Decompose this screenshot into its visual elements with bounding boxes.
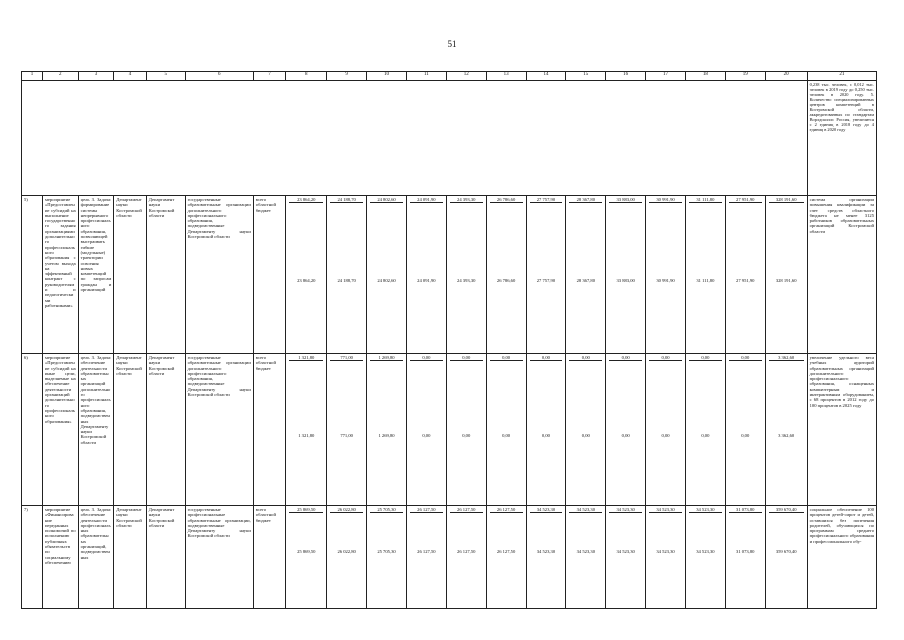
value-budget: 0,00 bbox=[462, 433, 471, 438]
empty-cells bbox=[22, 81, 808, 196]
header-cell: 14 bbox=[526, 72, 566, 81]
header-cell: 7 bbox=[253, 72, 286, 81]
continuation-row bbox=[22, 81, 877, 196]
value-budget: 34 523,30 bbox=[536, 549, 556, 554]
value-cell bbox=[725, 196, 765, 354]
value-cell bbox=[446, 196, 486, 354]
header-cell: 13 bbox=[486, 72, 526, 81]
header-cell: 20 bbox=[765, 72, 807, 81]
value-cell bbox=[725, 354, 765, 506]
value-cell bbox=[367, 506, 407, 609]
value-cell bbox=[486, 506, 526, 609]
header-cell: 16 bbox=[606, 72, 646, 81]
event-name: мероприятие «Финансирование переданных полномочий по исполнению публичных обязательств по социальному обеспечению bbox=[42, 506, 78, 609]
event-name: мероприятие «Предоставление субсидий на иные цели, выделяемые на обеспечение деятельности организаций дополнительного профессионального образования» bbox=[42, 354, 78, 506]
value-cell bbox=[406, 506, 446, 609]
value-budget: 24 393,30 bbox=[457, 278, 476, 283]
value-total: 33 883,00 bbox=[609, 197, 642, 203]
coexecutor: Департамент науки Костромской области bbox=[146, 354, 185, 506]
recipient: государственные образовательные организации дополнительного профессионального образования, подведомственные Департаменту науки Костромской области bbox=[185, 354, 253, 506]
funding-source: всего областной бюджет bbox=[253, 506, 286, 609]
value-total: 1 321,80 bbox=[289, 355, 323, 361]
coexecutor: Департамент науки Костромской области bbox=[146, 196, 185, 354]
value-total: 31 111,80 bbox=[689, 197, 722, 203]
value-total: 34 523,30 bbox=[569, 507, 602, 513]
value-total: 0,00 bbox=[609, 355, 642, 361]
value-budget: 0,00 bbox=[661, 433, 670, 438]
value-budget: 24 802,60 bbox=[377, 278, 396, 283]
value-budget: 0,00 bbox=[581, 433, 590, 438]
header-cell: 2 bbox=[42, 72, 78, 81]
value-total: 26 022,80 bbox=[330, 507, 363, 513]
goal-task: цель 3. Задача: обеспечение деятельности образовательных организаций дополнительного профессионального образования, подведомственных Департаменту науки Костромской области bbox=[78, 354, 114, 506]
value-budget: 26 786,60 bbox=[496, 278, 516, 283]
header-cell: 9 bbox=[327, 72, 367, 81]
value-cell bbox=[446, 354, 486, 506]
value-cell bbox=[725, 506, 765, 609]
value-cell bbox=[526, 506, 566, 609]
recipient: государственные образовательные организации дополнительного профессионального образования, подведомственные Департаменту науки Костромской области bbox=[185, 196, 253, 354]
value-budget: 0,00 bbox=[422, 433, 431, 438]
header-cell: 10 bbox=[367, 72, 407, 81]
value-total: 34 523,30 bbox=[649, 507, 682, 513]
funding-source: всего областной бюджет bbox=[253, 354, 286, 506]
value-budget: 27 757,90 bbox=[536, 278, 556, 283]
value-total: 25 869,50 bbox=[289, 507, 323, 513]
table-row bbox=[22, 506, 877, 609]
result-indicator: социальное обеспечение 100 процентов детей-сирот и детей, оставшихся без попечения родителей, обучающихся по программам среднего профессионального образования и профессионального обу- bbox=[807, 506, 876, 609]
value-total: 27 951,90 bbox=[729, 197, 762, 203]
value-cell bbox=[327, 506, 367, 609]
row-number: 7) bbox=[22, 506, 43, 609]
value-budget: 23 864,20 bbox=[297, 278, 316, 283]
value-cell bbox=[286, 196, 327, 354]
value-budget: 34 523,30 bbox=[616, 549, 635, 554]
value-cell bbox=[646, 354, 686, 506]
value-budget: 0,00 bbox=[741, 433, 750, 438]
value-budget: 34 523,30 bbox=[656, 549, 675, 554]
table-row bbox=[22, 196, 877, 354]
value-total: 771,00 bbox=[330, 355, 363, 361]
value-budget: 26 127,50 bbox=[457, 549, 476, 554]
header-cell: 21 bbox=[807, 72, 876, 81]
header-cell: 15 bbox=[566, 72, 606, 81]
value-cell bbox=[327, 196, 367, 354]
value-total: 26 127,50 bbox=[450, 507, 483, 513]
table-row bbox=[22, 354, 877, 506]
header-cell: 8 bbox=[286, 72, 327, 81]
value-budget: 25 869,50 bbox=[297, 549, 316, 554]
value-budget: 0,00 bbox=[502, 433, 511, 438]
value-total: 34 523,30 bbox=[530, 507, 563, 513]
value-budget: 328 191,60 bbox=[775, 278, 797, 283]
value-cell bbox=[685, 506, 725, 609]
value-budget: 28 367,80 bbox=[576, 278, 595, 283]
coexecutor: Департамент науки Костромской области bbox=[146, 506, 185, 609]
value-budget: 27 951,90 bbox=[736, 278, 755, 283]
header-cell: 4 bbox=[114, 72, 147, 81]
value-cell bbox=[286, 354, 327, 506]
value-budget: 34 523,30 bbox=[576, 549, 595, 554]
value-cell bbox=[646, 506, 686, 609]
value-cell bbox=[646, 196, 686, 354]
value-budget: 1 269,80 bbox=[378, 433, 395, 438]
value-total: 26 127,50 bbox=[410, 507, 443, 513]
row-number: 5) bbox=[22, 196, 43, 354]
value-cell bbox=[486, 196, 526, 354]
goal-task: цель 3. Задача: обеспечение деятельности профессиональных образовательных организаций, подведомственных bbox=[78, 506, 114, 609]
value-total: 359 670,40 bbox=[769, 507, 804, 513]
header-cell: 5 bbox=[146, 72, 185, 81]
value-budget: 0,00 bbox=[621, 433, 630, 438]
value-cell bbox=[566, 354, 606, 506]
executor: Департамент науки Костромской области bbox=[114, 506, 147, 609]
value-total: 26 786,60 bbox=[490, 197, 523, 203]
value-budget: 25 705,30 bbox=[377, 549, 396, 554]
value-total: 0,00 bbox=[530, 355, 563, 361]
value-cell bbox=[765, 506, 807, 609]
result-indicator: увеличение удельного веса учебных аудиторий образовательных организаций дополнительного профессионального образования, оснащенных компьютерным и интерактивным оборудованием, с 68 процентов в 2012 году до 100 процентов в 2025 году bbox=[807, 354, 876, 506]
header-cell: 17 bbox=[646, 72, 686, 81]
value-total: 24 188,70 bbox=[330, 197, 363, 203]
value-cell bbox=[765, 196, 807, 354]
value-cell bbox=[566, 196, 606, 354]
value-total: 24 802,60 bbox=[370, 197, 403, 203]
value-budget: 31 073,80 bbox=[736, 549, 755, 554]
value-total: 25 705,30 bbox=[370, 507, 403, 513]
value-cell bbox=[406, 196, 446, 354]
value-budget: 31 111,80 bbox=[696, 278, 715, 283]
value-budget: 359 670,40 bbox=[775, 549, 797, 554]
value-total: 26 127,50 bbox=[490, 507, 523, 513]
value-budget: 1 321,80 bbox=[298, 433, 315, 438]
goal-task: цель 3. Задача: формирование системы непрерывного профессионального образования, позволяющей выстраивать гибкие (модульные) траектории освоения новых компетенций по запросам граждан и организаций bbox=[78, 196, 114, 354]
row-number: 6) bbox=[22, 354, 43, 506]
value-budget: 30 991,90 bbox=[656, 278, 675, 283]
header-cell: 18 bbox=[685, 72, 725, 81]
value-total: 0,00 bbox=[689, 355, 722, 361]
value-total: 34 523,30 bbox=[609, 507, 642, 513]
header-row bbox=[22, 72, 877, 81]
header-cell: 6 bbox=[185, 72, 253, 81]
header-cell: 12 bbox=[446, 72, 486, 81]
continuation-result: 0,238 тыс. человек, с 0,012 тыс. человек в 2019 году до 0,250 тыс. человек в 2020 году. 5. Количество специализированных центров компетенций в Костромской области, аккредитованных по стандартам Ворлдскиллс Россия, увеличится с 2 единиц в 2018 году до 4 единиц в 2020 году bbox=[807, 81, 876, 196]
value-budget: 26 127,50 bbox=[417, 549, 436, 554]
value-budget: 0,00 bbox=[701, 433, 710, 438]
value-budget: 771,00 bbox=[340, 433, 353, 438]
value-cell bbox=[685, 196, 725, 354]
value-cell bbox=[566, 506, 606, 609]
value-total: 28 367,80 bbox=[569, 197, 602, 203]
value-total: 24 393,30 bbox=[450, 197, 483, 203]
value-budget: 26 127,50 bbox=[496, 549, 516, 554]
value-cell bbox=[526, 354, 566, 506]
value-total: 0,00 bbox=[649, 355, 682, 361]
value-cell bbox=[685, 354, 725, 506]
value-cell bbox=[327, 354, 367, 506]
value-cell bbox=[486, 354, 526, 506]
value-cell bbox=[606, 506, 646, 609]
event-name: мероприятие «Предоставление субсидий на выполнение государственного задания организациями дополнительного профессионального образования с учетом выхода на эффективный контракт с руководителями и педагогическими работниками» bbox=[42, 196, 78, 354]
value-budget: 26 022,80 bbox=[337, 549, 356, 554]
header-cell: 3 bbox=[78, 72, 114, 81]
value-total: 23 864,20 bbox=[289, 197, 323, 203]
value-total: 0,00 bbox=[410, 355, 443, 361]
value-total: 0,00 bbox=[490, 355, 523, 361]
recipient: государственные профессиональные образовательные организации, подведомственные Департаменту науки Костромской области bbox=[185, 506, 253, 609]
program-table bbox=[21, 71, 877, 609]
header-cell: 19 bbox=[725, 72, 765, 81]
value-total: 328 191,60 bbox=[769, 197, 804, 203]
header-cell: 1 bbox=[22, 72, 43, 81]
value-total: 3 362,60 bbox=[769, 355, 804, 361]
page-number: 51 bbox=[447, 39, 457, 49]
value-total: 0,00 bbox=[450, 355, 483, 361]
value-total: 1 269,80 bbox=[370, 355, 403, 361]
value-cell bbox=[526, 196, 566, 354]
value-cell bbox=[367, 196, 407, 354]
header-cell: 11 bbox=[406, 72, 446, 81]
value-total: 30 991,90 bbox=[649, 197, 682, 203]
value-cell bbox=[367, 354, 407, 506]
executor: Департамент науки Костромской области bbox=[114, 354, 147, 506]
executor: Департамент науки Костромской области bbox=[114, 196, 147, 354]
value-budget: 24 188,70 bbox=[337, 278, 356, 283]
value-cell bbox=[606, 196, 646, 354]
value-budget: 24 091,90 bbox=[417, 278, 436, 283]
value-cell bbox=[765, 354, 807, 506]
value-budget: 3 362,60 bbox=[778, 433, 795, 438]
value-total: 0,00 bbox=[569, 355, 602, 361]
value-budget: 34 523,30 bbox=[696, 549, 715, 554]
value-cell bbox=[446, 506, 486, 609]
value-total: 34 523,30 bbox=[689, 507, 722, 513]
value-budget: 0,00 bbox=[541, 433, 550, 438]
value-total: 0,00 bbox=[729, 355, 762, 361]
value-budget: 33 883,00 bbox=[616, 278, 635, 283]
value-total: 27 757,90 bbox=[530, 197, 563, 203]
funding-source: всего областной бюджет bbox=[253, 196, 286, 354]
value-cell bbox=[606, 354, 646, 506]
result-indicator: система организации повышения квалификации за счет средств областного бюджета не менее 3125 работников образовательных организаций Костромской области bbox=[807, 196, 876, 354]
value-total: 24 091,90 bbox=[410, 197, 443, 203]
value-cell bbox=[406, 354, 446, 506]
value-cell bbox=[286, 506, 327, 609]
value-total: 31 073,80 bbox=[729, 507, 762, 513]
